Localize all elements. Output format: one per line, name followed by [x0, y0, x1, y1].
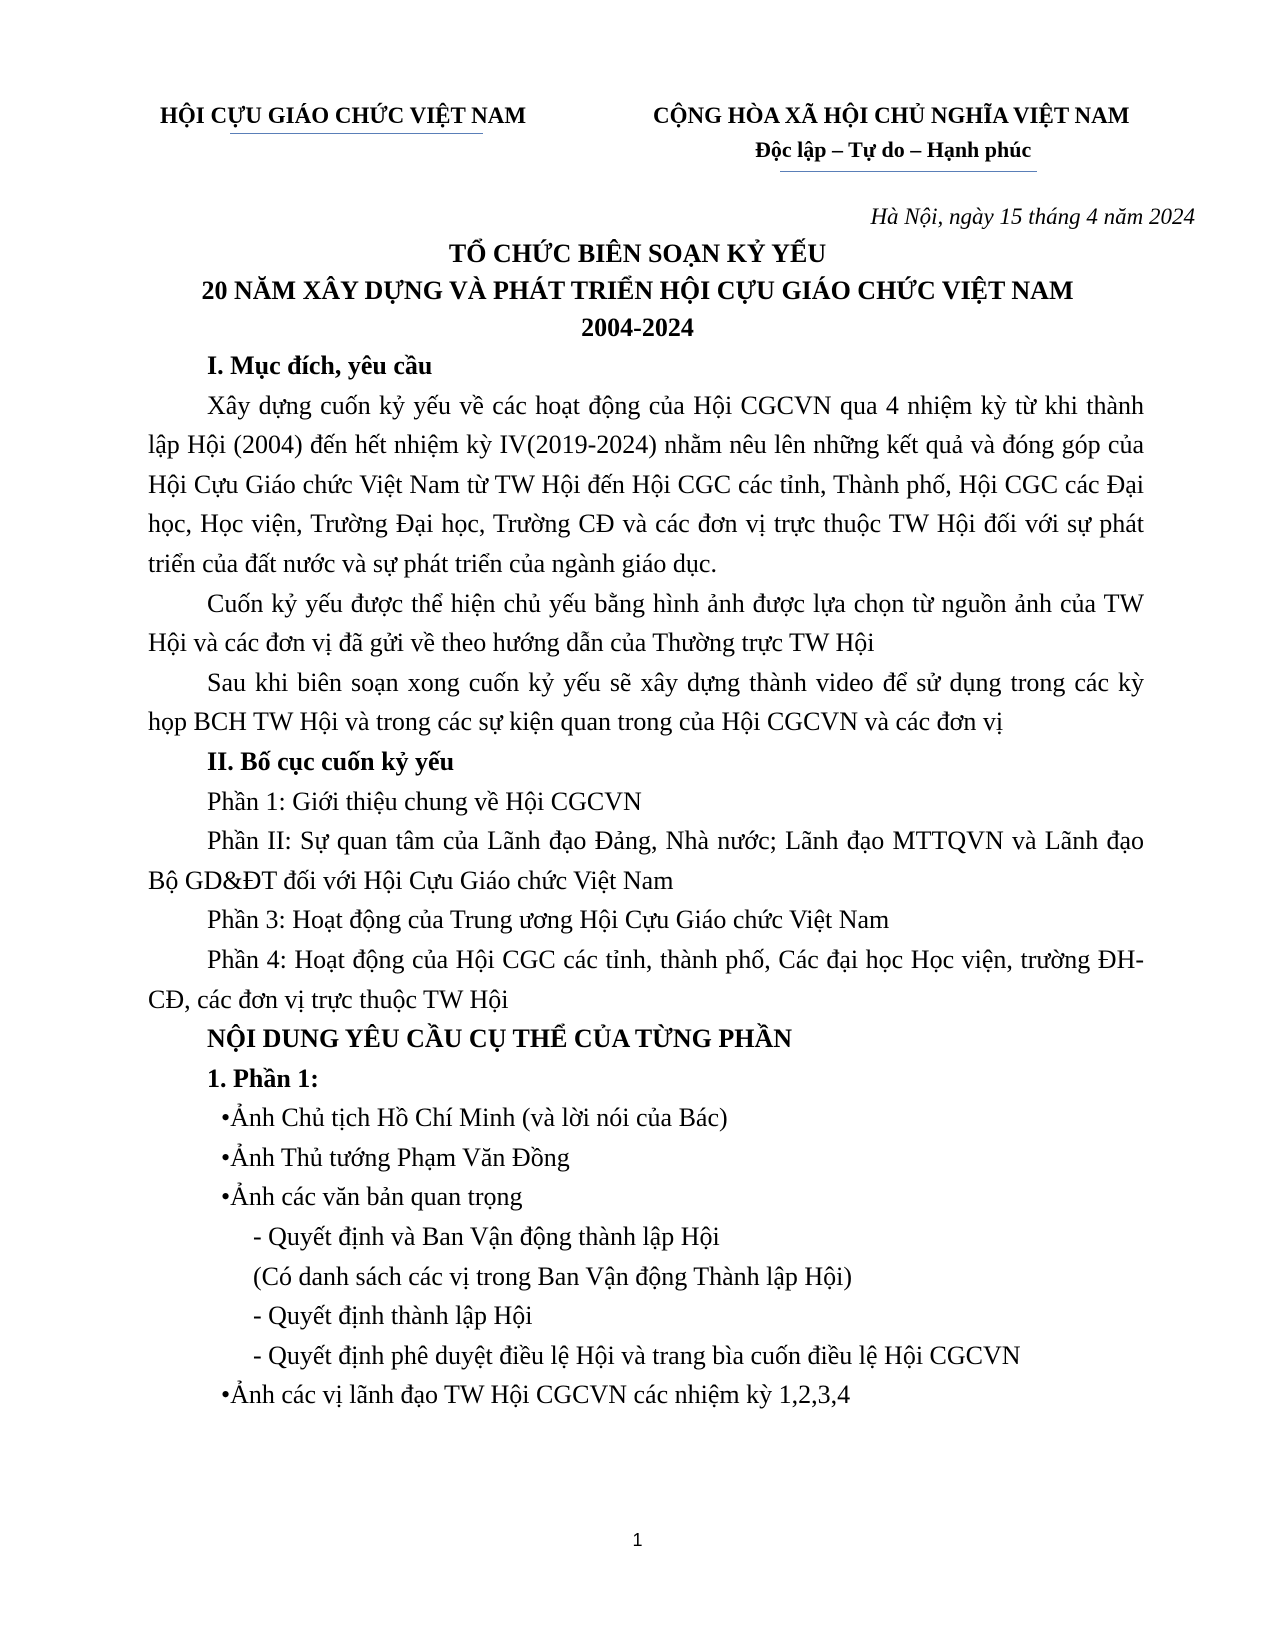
document-title-line-1: TỔ CHỨC BIÊN SOẠN KỶ YẾU	[448, 239, 827, 268]
motto-underline	[780, 171, 1037, 172]
sub-list-item: - Quyết định và Ban Vận động thành lập Hội	[253, 1222, 720, 1252]
layout-part-3: Phần 3: Hoạt động của Trung ương Hội Cựu Giáo chức Việt Nam	[207, 905, 890, 935]
org-name-underline	[230, 133, 483, 134]
national-title: CỘNG HÒA XÃ HỘI CHỦ NGHĨA VIỆT NAM	[653, 103, 1130, 128]
layout-part-1: Phần 1: Giới thiệu chung về Hội CGCVN	[207, 786, 642, 816]
document-title-line-2: 20 NĂM XÂY DỰNG VÀ PHÁT TRIỂN HỘI CỰU GIÁO CHỨC VIỆT NAM	[201, 276, 1074, 305]
document-title-line-3: 2004-2024	[581, 313, 694, 342]
list-item: •Ảnh Chủ tịch Hồ Chí Minh (và lời nói của Bác)	[221, 1103, 728, 1133]
sub-list-item: - Quyết định phê duyệt điều lệ Hội và trang bìa cuốn điều lệ Hội CGCVN	[253, 1340, 1021, 1370]
date-line: Hà Nội, ngày 15 tháng 4 năm 2024	[870, 204, 1195, 229]
list-item: •Ảnh các văn bản quan trọng	[221, 1182, 523, 1212]
layout-part-4: Phần 4: Hoạt động của Hội CGC các tỉnh, thành phố, Các đại học Học viện, trường ĐH-CĐ, các đơn vị trực thuộc TW Hội	[148, 944, 1144, 1014]
paragraph-purpose-1: Xây dựng cuốn kỷ yếu về các hoạt động của Hội CGCVN qua 4 nhiệm kỳ từ khi thành lập Hội (2004) đến hết nhiệm kỳ IV(2019-2024) nhằm nêu lên những kết quả và đóng góp của Hội Cựu Giáo chức Việt Nam từ TW Hội đến Hội CGC các tỉnh, Thành phố, Hội CGC các Đại học, Học viện, Trường Đại học, Trường CĐ và các đơn vị trực thuộc TW Hội đối với sự phát triển của đất nước và sự phát triển của ngành giáo dục.	[148, 390, 1144, 578]
paragraph-purpose-2: Cuốn kỷ yếu được thể hiện chủ yếu bằng hình ảnh được lựa chọn từ nguồn ảnh của TW Hội và các đơn vị đã gửi về theo hướng dẫn của Thường trực TW Hội	[148, 588, 1144, 658]
page-number: 1	[632, 1530, 643, 1550]
paragraph-purpose-3: Sau khi biên soạn xong cuốn kỷ yếu sẽ xây dựng thành video để sử dụng trong các kỳ họp BCH TW Hội và trong các sự kiện quan trong của Hội CGCVN và các đơn vị	[148, 667, 1144, 737]
national-motto: Độc lập – Tự do – Hạnh phúc	[755, 137, 1032, 162]
section-heading-layout: II. Bố cục cuốn kỷ yếu	[207, 746, 455, 776]
section-heading-details: NỘI DUNG YÊU CẦU CỤ THỂ CỦA TỪNG PHẦN	[207, 1024, 793, 1054]
document-body	[148, 346, 1144, 1415]
list-item: •Ảnh Thủ tướng Phạm Văn Đồng	[221, 1142, 570, 1172]
sub-list-note: (Có danh sách các vị trong Ban Vận động Thành lập Hội)	[253, 1261, 853, 1291]
layout-part-2: Phần II: Sự quan tâm của Lãnh đạo Đảng, Nhà nước; Lãnh đạo MTTQVN và Lãnh đạo Bộ GD&ĐT đối với Hội Cựu Giáo chức Việt Nam	[148, 826, 1144, 895]
section-heading-purpose: I. Mục đích, yêu cầu	[207, 351, 433, 380]
organization-name: HỘI CỰU GIÁO CHỨC VIỆT NAM	[160, 103, 527, 128]
list-item: •Ảnh các vị lãnh đạo TW Hội CGCVN các nhiệm kỳ 1,2,3,4	[221, 1380, 851, 1410]
subsection-heading-part-1: 1. Phần 1:	[207, 1063, 319, 1093]
sub-list-item: - Quyết định thành lập Hội	[253, 1301, 533, 1331]
